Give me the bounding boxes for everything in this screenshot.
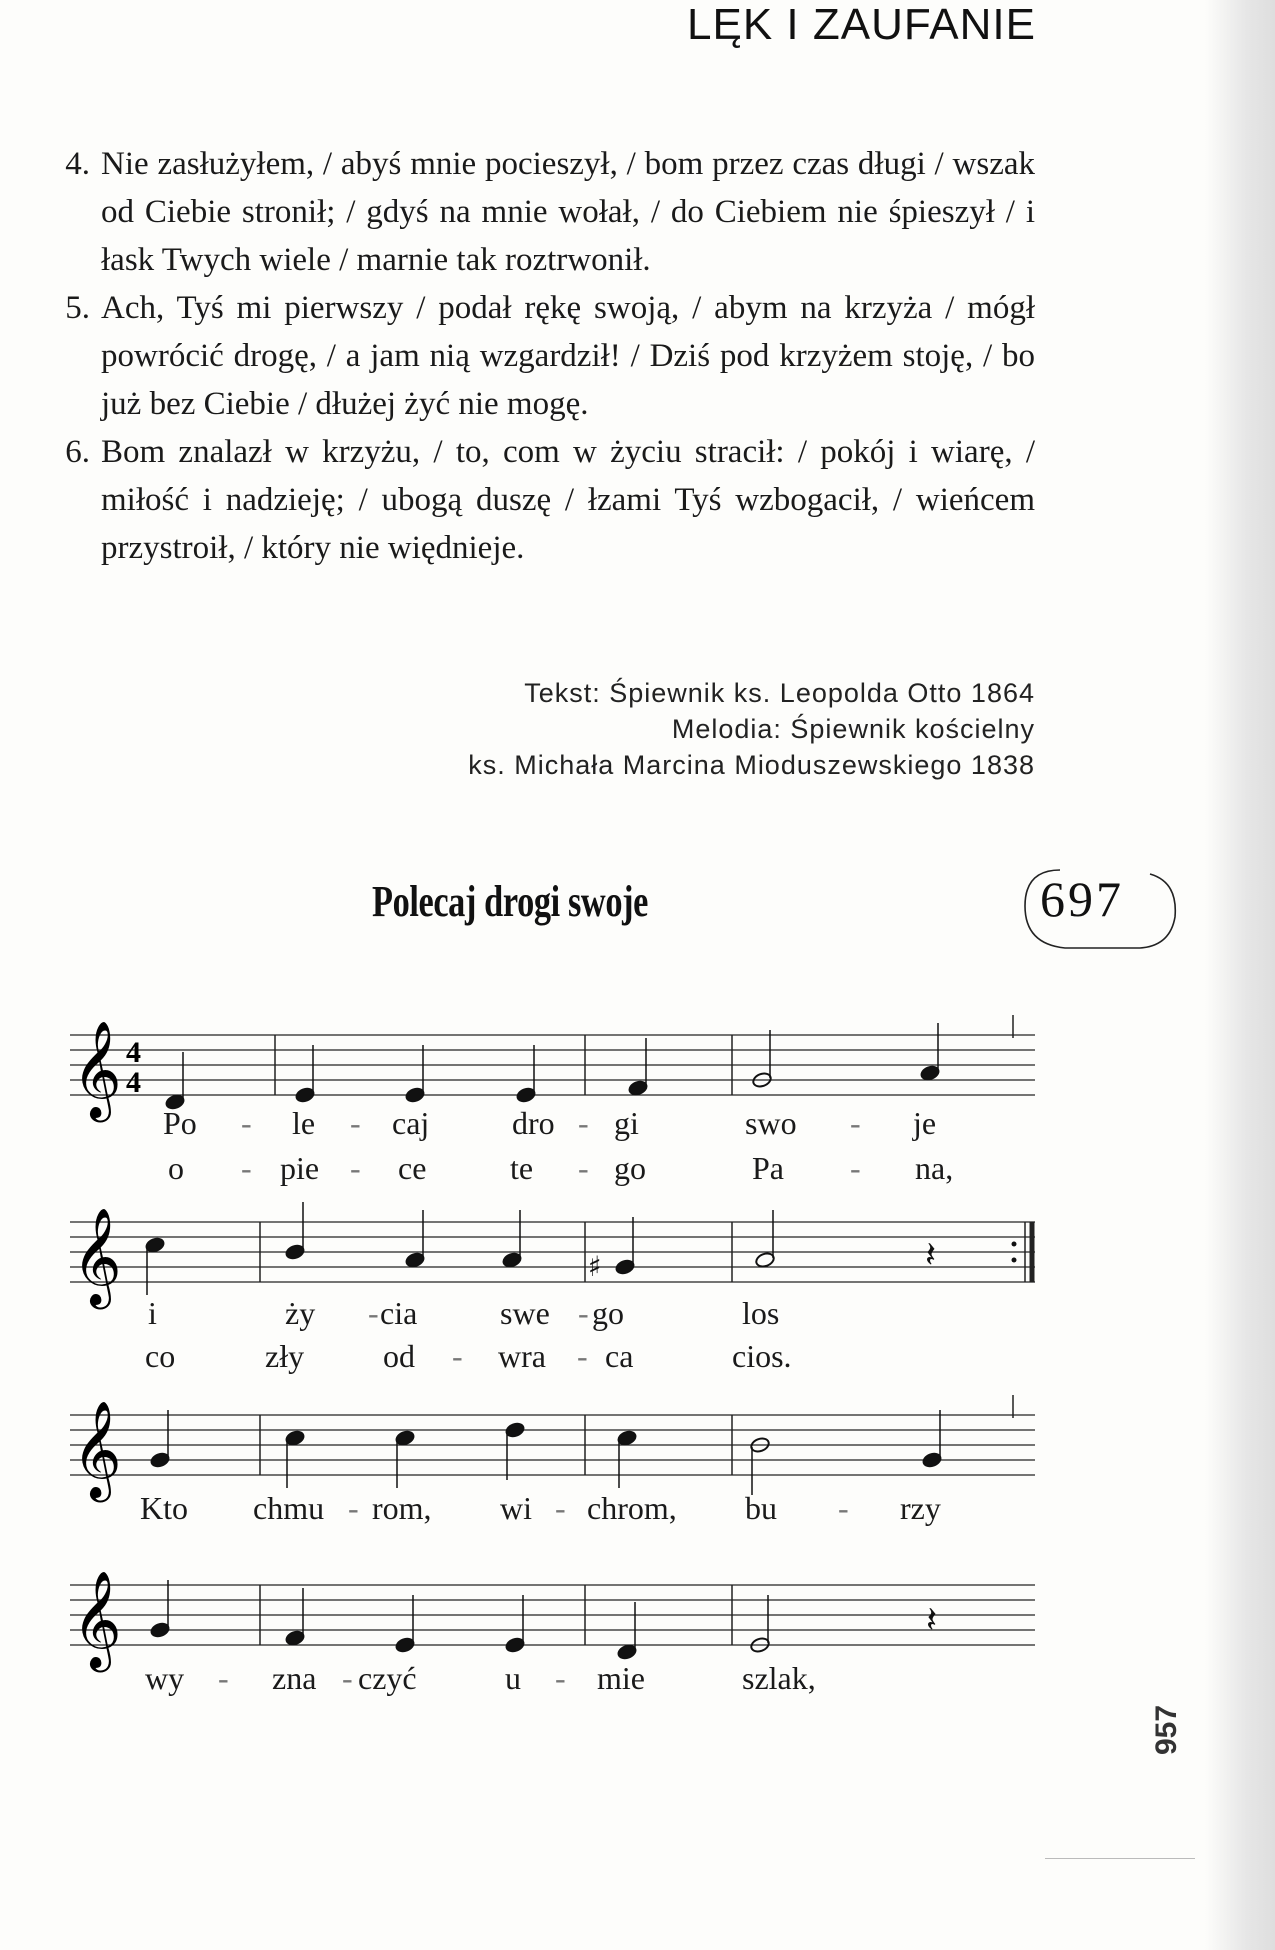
notes (164, 1023, 940, 1111)
syllable: mie (597, 1660, 645, 1696)
hyphen: - (555, 1660, 566, 1696)
verse-6 (60, 428, 1035, 572)
verse-number: 6. (65, 434, 90, 470)
syllable: cios. (732, 1338, 792, 1374)
syllable: te (510, 1150, 534, 1186)
syllable: pie (280, 1150, 320, 1186)
syllable: swo (745, 1105, 797, 1141)
verse-number: 4. (65, 146, 90, 182)
credit-text: Tekst: Śpiewnik ks. Leopolda Otto 1864 (524, 678, 1035, 708)
syllable: zły (265, 1338, 305, 1374)
staff-lines (70, 1585, 1035, 1645)
syllable: od (383, 1338, 415, 1374)
hyphen: - (838, 1490, 849, 1526)
lyric-line-2 (0, 1150, 1275, 1194)
syllable: go (614, 1150, 646, 1186)
syllable: wi (500, 1490, 532, 1526)
lyric-line-6 (0, 1660, 1275, 1704)
treble-clef-icon: 𝄞 (72, 1020, 122, 1118)
section-header: LĘK I ZAUFANIE (687, 0, 1036, 49)
notes (149, 1580, 770, 1661)
verse-4 (60, 140, 1035, 284)
song-title: Polecaj drogi swoje (372, 877, 648, 926)
credit-melody: Melodia: Śpiewnik kościelny (671, 714, 1035, 744)
hyphen: - (218, 1660, 229, 1696)
syllable: czyć (358, 1660, 417, 1696)
credit-melody-source: ks. Michała Marcina Mioduszewskiego 1838 (468, 750, 1035, 780)
syllable: ca (605, 1338, 634, 1374)
credits (330, 675, 1035, 783)
hyphen: - (350, 1150, 361, 1186)
hyphen: - (850, 1105, 861, 1141)
verses (60, 140, 1035, 572)
page-number: 957 (1150, 1704, 1183, 1755)
lyric-line-1 (0, 1105, 1275, 1149)
sharp-icon: ♯ (588, 1250, 602, 1283)
syllable: je (913, 1105, 937, 1141)
syllable: los (742, 1295, 780, 1331)
hyphen: - (241, 1150, 252, 1186)
hyphen: - (578, 1295, 589, 1331)
hyphen: - (368, 1295, 379, 1331)
verse-text: Ach, Tyś mi pierwszy / podał rękę swoją, / abym na krzyża / mógł powrócić drogę, / a jam nią wzgardził! / Dziś pod krzyżem stoję, / bo już bez Ciebie / dłużej żyć nie mogę. (101, 290, 1035, 422)
hyphen: - (348, 1490, 359, 1526)
treble-clef-icon: 𝄞 (72, 1207, 122, 1305)
quarter-rest-icon: 𝄽 (926, 1600, 938, 1641)
hyphen: - (850, 1150, 861, 1186)
song-number: 697 (1040, 871, 1124, 927)
footer-rule (1045, 1858, 1195, 1859)
syllable: co (145, 1338, 176, 1374)
quarter-rest-icon: 𝄽 (925, 1235, 937, 1276)
syllable: rzy (900, 1490, 941, 1526)
verse-text: Nie zasłużyłem, / abyś mnie pocieszył, / bom przez czas długi / wszak od Ciebie stronił; / gdyś na mnie wołał, / do Ciebiem nie śpieszył / i łask Twych wiele / marnie tak roztrwonił. (101, 146, 1035, 278)
syllable: Kto (140, 1490, 188, 1526)
staff-lines (70, 1035, 1035, 1095)
syllable: i (148, 1295, 157, 1331)
syllable: Pa (752, 1150, 784, 1186)
syllable: wra (498, 1338, 546, 1374)
syllable: cia (380, 1295, 418, 1331)
verse-text: Bom znalazł w krzyżu, / to, com w życiu stracił: / pokój i wiarę, / miłość i nadzieję; / ubogą duszę / łzami Tyś wzbogacił, / wieńcem przystroił, / który nie więdnieje. (101, 434, 1035, 566)
verse-number: 5. (65, 290, 90, 326)
verse-5 (60, 284, 1035, 428)
syllable: na, (915, 1150, 954, 1186)
syllable: caj (392, 1105, 430, 1141)
lyric-line-5 (0, 1490, 1275, 1534)
syllable: u (505, 1660, 521, 1696)
time-signature-bottom: 4 (126, 1066, 141, 1099)
lyric-line-3 (0, 1295, 1275, 1339)
syllable: o (168, 1150, 184, 1186)
staff-lines (70, 1222, 1035, 1282)
syllable: gi (614, 1105, 639, 1141)
hyphen: - (555, 1490, 566, 1526)
staff-lines (70, 1415, 1035, 1475)
page-edge-shade (1205, 0, 1275, 1950)
syllable: szlak, (742, 1660, 816, 1696)
syllable: bu (745, 1490, 777, 1526)
syllable: wy (145, 1660, 185, 1696)
syllable: swe (500, 1295, 550, 1331)
hyphen: - (452, 1338, 463, 1374)
syllable: Po (163, 1105, 197, 1141)
notes (144, 1202, 775, 1295)
time-signature-top: 4 (126, 1036, 141, 1069)
syllable: go (592, 1295, 624, 1331)
lyric-line-4 (0, 1338, 1275, 1382)
treble-clef-icon: 𝄞 (72, 1400, 122, 1498)
syllable: rom, (372, 1490, 432, 1526)
hyphen: - (578, 1105, 589, 1141)
hyphen: - (350, 1105, 361, 1141)
syllable: zna (272, 1660, 317, 1696)
syllable: chrom, (587, 1490, 677, 1526)
barlines (260, 1395, 1013, 1475)
hyphen: - (577, 1338, 588, 1374)
syllable: ży (285, 1295, 316, 1331)
hyphen: - (241, 1105, 252, 1141)
notes (149, 1410, 942, 1495)
syllable: le (292, 1105, 316, 1141)
syllable: dro (512, 1105, 555, 1141)
treble-clef-icon: 𝄞 (72, 1570, 122, 1668)
syllable: ce (398, 1150, 427, 1186)
syllable: chmu (253, 1490, 325, 1526)
hyphen: - (578, 1150, 589, 1186)
hyphen: - (342, 1660, 353, 1696)
